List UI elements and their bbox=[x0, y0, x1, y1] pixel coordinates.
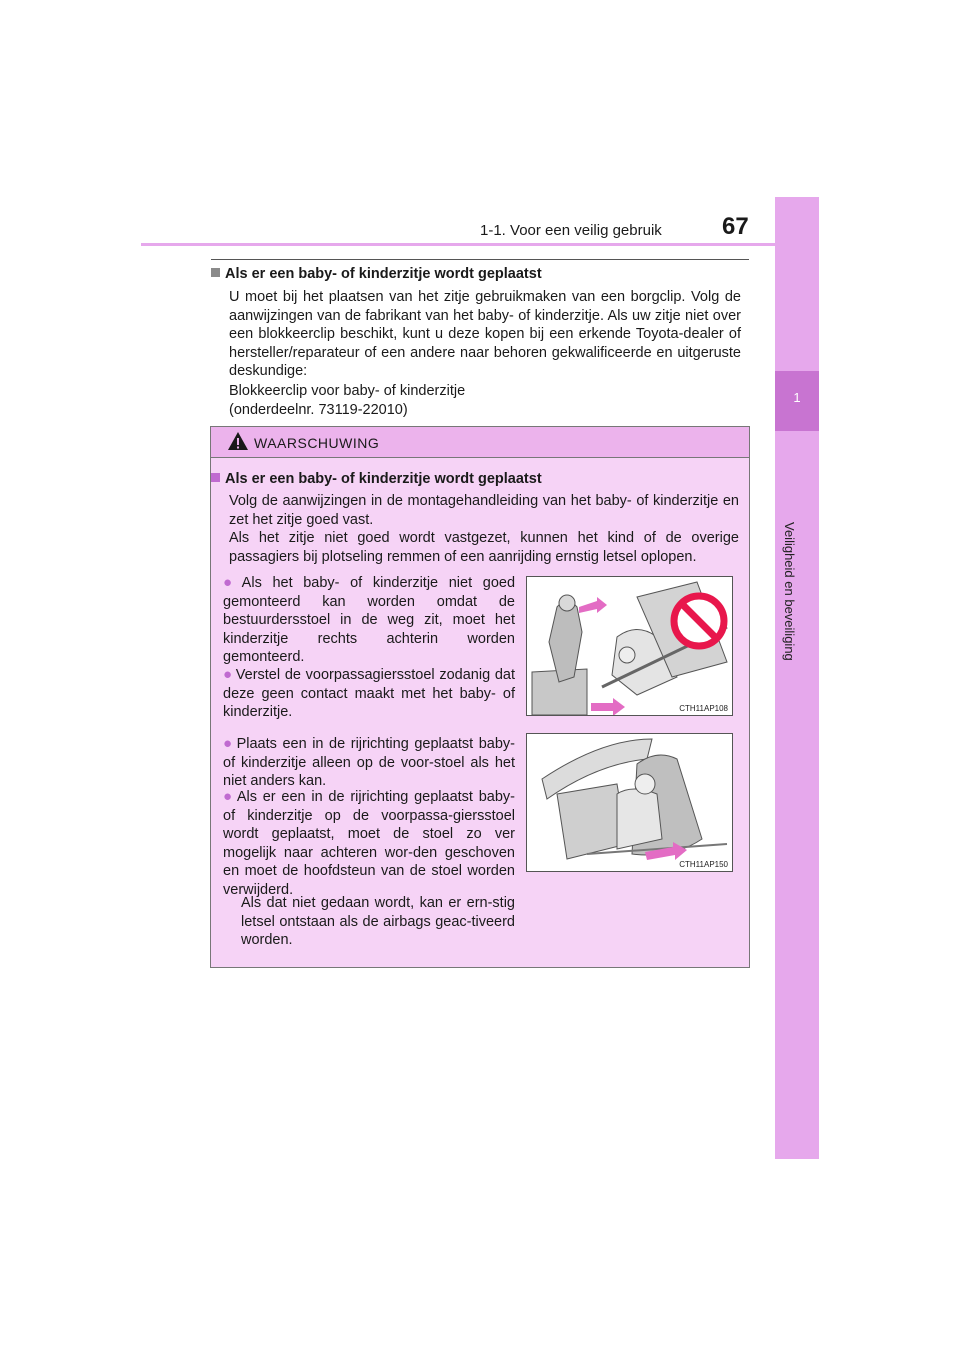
square-bullet-icon bbox=[211, 268, 220, 277]
warning-paragraph-1: Volg de aanwijzingen in de montagehandleiding van het baby- of kinderzitje en zet het zitje goed vast. bbox=[229, 493, 739, 528]
chapter-tab bbox=[775, 197, 819, 1159]
warning-heading: Als er een baby- of kinderzitje wordt geplaatst bbox=[211, 471, 542, 487]
figure-code: CTH11AP108 bbox=[679, 704, 728, 713]
chapter-number: 1 bbox=[793, 390, 801, 405]
warning-paragraph-2: Als het zitje niet goed wordt vastgezet, kunnen het kind of de overige passagiers bij plotseling remmen of een aanrijding ernstig letsel oplopen. bbox=[229, 530, 739, 565]
circle-bullet-icon: ● bbox=[223, 666, 233, 683]
part-line-2: (onderdeelnr. 73119-22010) bbox=[229, 402, 408, 418]
warning-bullet: ● Verstel de voorpassagiersstoel zodanig dat deze geen contact maakt met het baby- of kinderzitje. bbox=[223, 666, 516, 720]
front-seat-illustration bbox=[527, 734, 732, 871]
page-number: 67 bbox=[722, 213, 749, 240]
section-title: 1-1. Voor een veilig gebruik bbox=[480, 222, 662, 239]
part-line-1: Blokkeerclip voor baby- of kinderzitje bbox=[229, 383, 466, 399]
circle-bullet-icon: ● bbox=[223, 788, 234, 805]
section-paragraph: U moet bij het plaatsen van het zitje gebruikmaken van een borgclip. Volg de aanwijzingen van de fabrikant van het baby- of kinderzitje. Als uw zitje niet over een blokkeerclip beschikt, kunt u deze kopen bij een erkende Toyota-dealer of hersteller/reparateur of een andere naar behoren gekwalificeerde en uitgeruste deskundige: bbox=[229, 289, 741, 379]
figure-child-seat-front bbox=[526, 733, 733, 872]
child-seat-illustration bbox=[527, 577, 732, 715]
header-rule bbox=[141, 243, 791, 246]
circle-bullet-icon: ● bbox=[223, 574, 239, 591]
chapter-title: Veiligheid en beveiliging bbox=[782, 522, 797, 661]
warning-bullet: ● Als het baby- of kinderzitje niet goed gemonteerd kan worden omdat de bestuurdersstoel in de weg zit, moet het kinderzitje rechts achterin worden gemonteerd. bbox=[223, 574, 516, 665]
figure-code: CTH11AP150 bbox=[679, 860, 728, 869]
section-rule bbox=[211, 259, 749, 260]
warning-title: WAARSCHUWING bbox=[254, 435, 380, 451]
circle-bullet-icon: ● bbox=[223, 735, 234, 752]
section-heading: Als er een baby- of kinderzitje wordt geplaatst bbox=[211, 266, 542, 282]
warning-bullet: ● Als er een in de rijrichting geplaatst baby- of kinderzitje op de voorpassa-giersstoel wordt geplaatst, moet de stoel zo ver mogelijk naar achteren wor-den geschoven en moet de hoofdsteun van de stoel worden verwijderd. bbox=[223, 788, 515, 898]
warning-bullet: ● Plaats een in de rijrichting geplaatst baby- of kinderzitje alleen op de voor-stoel als het niet anders kan. bbox=[223, 735, 515, 789]
warning-triangle-icon bbox=[227, 431, 249, 451]
square-bullet-icon bbox=[211, 473, 220, 482]
figure-child-seat-rear bbox=[526, 576, 733, 716]
warning-bullet-continued: Als dat niet gedaan wordt, kan er ern-stig letsel ontstaan als de airbags geac-tiveerd worden. bbox=[241, 895, 515, 948]
